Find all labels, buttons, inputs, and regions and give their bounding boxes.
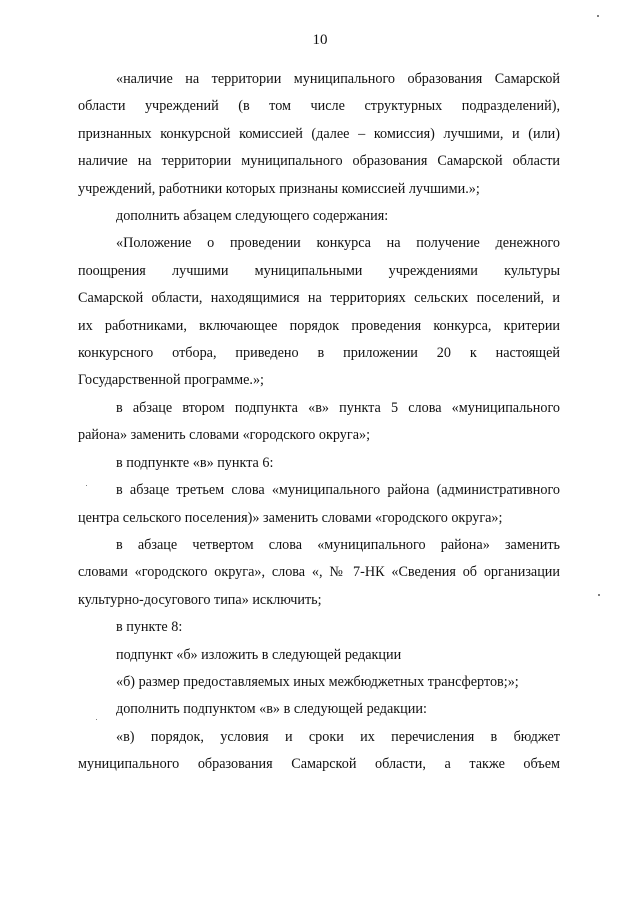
scan-speck [96, 719, 97, 720]
scan-speck [597, 15, 599, 17]
paragraph [78, 696, 560, 723]
paragraph-line: Государственной программе.»; [78, 372, 264, 389]
paragraph [78, 614, 560, 641]
paragraph-line: Самарской области, находящимися на территориях сельских поселений, и [78, 290, 560, 307]
paragraph [78, 230, 560, 394]
paragraph [78, 532, 560, 614]
paragraph-line: дополнить подпунктом «в» в следующей редакции: [116, 701, 427, 718]
paragraph [78, 66, 560, 203]
document-body [78, 66, 560, 779]
paragraph [78, 724, 560, 779]
paragraph-line: в абзаце четвертом слова «муниципального района» заменить [116, 536, 560, 553]
paragraph [78, 669, 560, 696]
paragraph-line: в абзаце третьем слова «муниципального района (административного [116, 482, 560, 499]
paragraph-line: культурно-досугового типа» исключить; [78, 591, 322, 608]
paragraph [78, 395, 560, 450]
paragraph-line: «б) размер предоставляемых иных межбюджетных трансфертов;»; [116, 673, 519, 690]
paragraph-line: «Положение о проведении конкурса на получение денежного [116, 235, 560, 252]
page-number: 10 [312, 32, 328, 48]
paragraph-line: дополнить абзацем следующего содержания: [116, 208, 389, 225]
paragraph-line: в абзаце втором подпункта «в» пункта 5 слова «муниципального [116, 399, 560, 416]
paragraph-line: поощрения лучшими муниципальными учреждениями культуры [78, 262, 560, 279]
paragraph-line: муниципального образования Самарской области, а также объем [78, 756, 560, 773]
paragraph-line: признанных конкурсной комиссией (далее – комиссия) лучшими, и (или) [78, 125, 560, 142]
paragraph [78, 450, 560, 477]
paragraph-line: подпункт «б» изложить в следующей редакции [116, 646, 402, 663]
paragraph-line: «наличие на территории муниципального образования Самарской [116, 71, 560, 87]
paragraph [78, 203, 560, 230]
paragraph-line: «в) порядок, условия и сроки их перечисления в бюджет [116, 728, 560, 745]
scan-speck [598, 594, 600, 596]
paragraph-line: в пункте 8: [116, 619, 183, 636]
paragraph-line: учреждений, работники которых признаны комиссией лучшими.»; [78, 180, 480, 197]
paragraph-line: словами «городского округа», слова «, № 7-НК «Сведения об организации [78, 564, 560, 581]
paragraph-line: в подпункте «в» пункта 6: [116, 454, 274, 471]
paragraph [78, 642, 560, 669]
scan-speck [86, 485, 87, 486]
paragraph [78, 477, 560, 532]
paragraph-line: конкурсного отбора, приведено в приложении 20 к настоящей [78, 345, 560, 362]
paragraph-line: наличие на территории муниципального образования Самарской области [78, 153, 560, 170]
paragraph-line: района» заменить словами «городского округа»; [78, 427, 371, 444]
paragraph-line: области учреждений (в том числе структурных подразделений), [78, 98, 560, 115]
paragraph-line: их работниками, включающее порядок проведения конкурса, критерии [78, 317, 560, 334]
paragraph-line: центра сельского поселения)» заменить словами «городского округа»; [78, 509, 503, 526]
